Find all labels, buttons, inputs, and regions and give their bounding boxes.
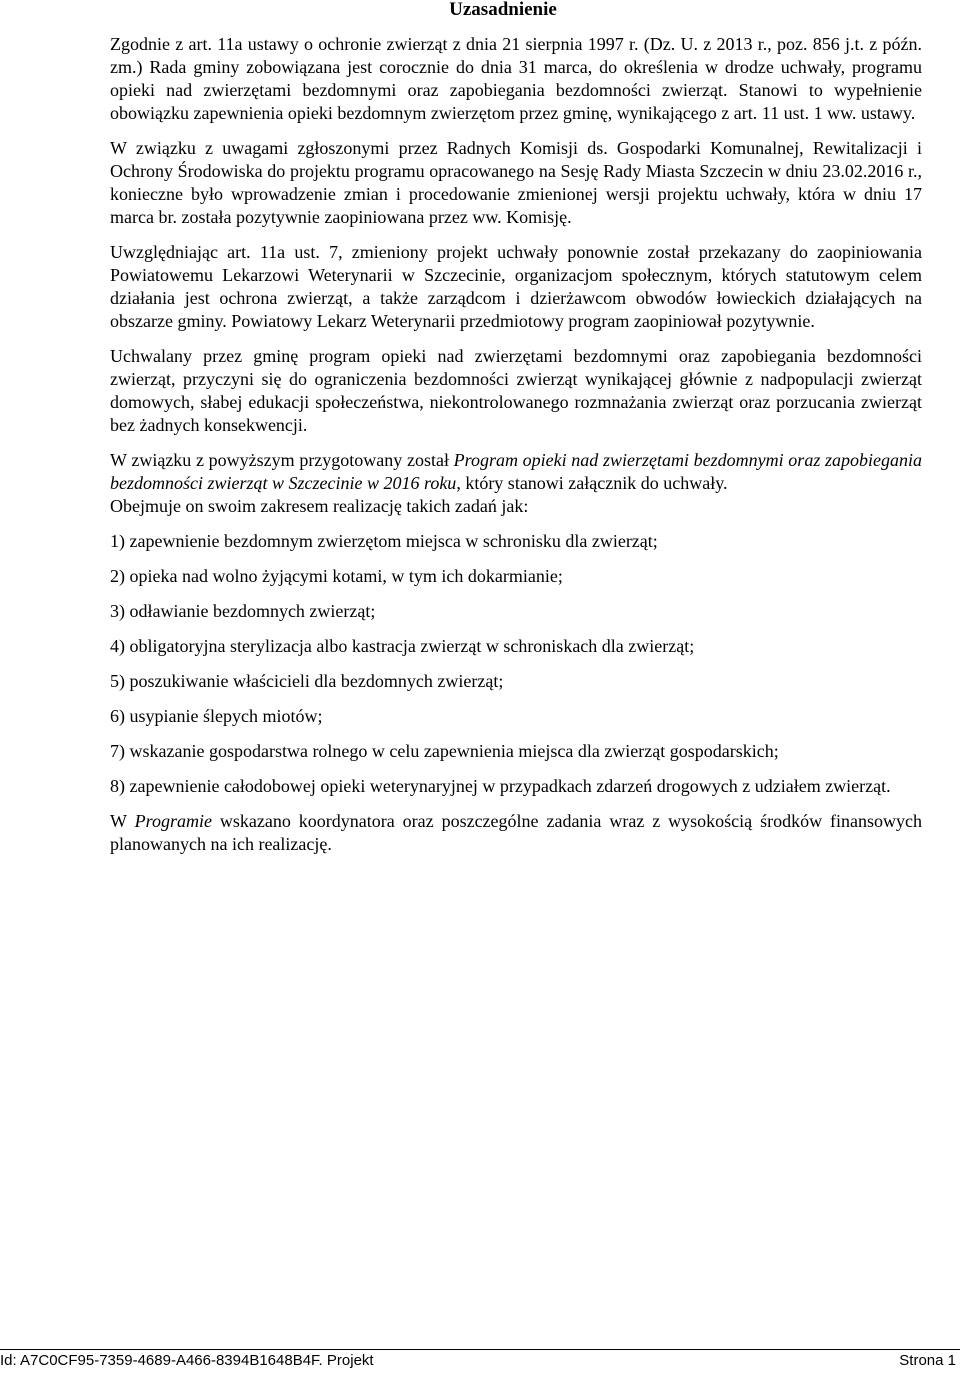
task-item: 6) usypianie ślepych miotów;: [110, 706, 323, 726]
program-word-italic: Programie: [134, 811, 212, 831]
task-item: 2) opieka nad wolno żyjącymi kotami, w tym ich dokarmianie;: [110, 566, 563, 586]
program-title-italic: Program opieki nad zwierzętami bezdomnymi oraz zapobiegania bezdomności zwierząt w Szczecinie w 2016 roku: [110, 450, 922, 493]
paragraph-tasks-intro: Obejmuje on swoim zakresem realizację takich zadań jak:: [110, 496, 529, 516]
paragraph-consultation: Uwzględniając art. 11a ust. 7, zmieniony projekt uchwały ponownie został przekazany do zaopiniowania Powiatowemu Lekarzowi Weterynarii w Szczecinie, organizacjom społecznym, których statutowym celem działania jest ochrona zwierząt, a także zarządcom i dzierżawcom obwodów łowieckich działających na obszarze gminy. Powiatowy Lekarz Weterynarii przedmiotowy program zaopiniował pozytywnie.: [110, 242, 922, 331]
paragraph-coordinator: [110, 810, 922, 856]
paragraph-legal-basis: Zgodnie z art. 11a ustawy o ochronie zwierząt z dnia 21 sierpnia 1997 r. (Dz. U. z 2013 r., poz. 856 j.t. z późn. zm.) Rada gminy zobowiązana jest corocznie do dnia 31 marca, do określenia w drodze uchwały, programu opieki nad zwierzętami bezdomnymi oraz zapobiegania bezdomności zwierząt. Stanowi to wypełnienie obowiązku zapewnienia opieki bezdomnym zwierzętom przez gminę, wynikającego z art. 11 ust. 1 ww. ustawy.: [110, 34, 922, 123]
paragraph-program-prepared-end: , który stanowi załącznik do uchwały.: [456, 473, 728, 493]
task-item: 3) odławianie bezdomnych zwierząt;: [110, 601, 376, 621]
footer-page-number: Strona 1: [899, 1352, 956, 1369]
paragraph-coordinator-start: W: [110, 811, 135, 831]
footer-document-id: Id: A7C0CF95-7359-4689-A466-8394B1648B4F. Projekt: [0, 1352, 374, 1369]
paragraph-program-prepared-start: W związku z powyższym przygotowany został: [110, 450, 454, 470]
task-item: 5) poszukiwanie właścicieli dla bezdomnych zwierząt;: [110, 671, 504, 691]
task-item: 8) zapewnienie całodobowej opieki weterynaryjnej w przypadkach zdarzeń drogowych z udziałem zwierząt.: [110, 776, 891, 796]
paragraph-coordinator-end: wskazano koordynatora oraz poszczególne zadania wraz z wysokością środków finansowych planowanych na ich realizację.: [110, 811, 923, 854]
paragraph-program-purpose: Uchwalany przez gminę program opieki nad zwierzętami bezdomnymi oraz zapobiegania bezdomności zwierząt, przyczyni się do ograniczenia bezdomności zwierząt wynikającej głównie z nadpopulacji zwierząt domowych, słabej edukacji społeczeństwa, niekontrolowanego rozmnażania zwierząt oraz porzucania zwierząt bez żadnych konsekwencji.: [110, 346, 922, 435]
document-title: Uzasadnienie: [449, 0, 557, 20]
task-item: 4) obligatoryjna sterylizacja albo kastracja zwierząt w schroniskach dla zwierząt;: [110, 636, 695, 656]
task-item: 7) wskazanie gospodarstwa rolnego w celu zapewnienia miejsca dla zwierząt gospodarskich;: [110, 741, 779, 761]
task-item: 1) zapewnienie bezdomnym zwierzętom miejsca w schronisku dla zwierząt;: [110, 531, 658, 551]
paragraph-program-prepared: [110, 449, 922, 495]
paragraph-committee-remarks: W związku z uwagami zgłoszonymi przez Radnych Komisji ds. Gospodarki Komunalnej, Rewitalizacji i Ochrony Środowiska do projektu programu opracowanego na Sesję Rady Miasta Szczecin w dniu 23.02.2016 r., konieczne było wprowadzenie zmian i procedowanie zmienionej wersji projektu uchwały, która w dniu 17 marca br. została pozytywnie zaopiniowana przez ww. Komisję.: [110, 138, 922, 227]
footer-divider: [0, 1349, 960, 1350]
document-body: [110, 33, 922, 868]
